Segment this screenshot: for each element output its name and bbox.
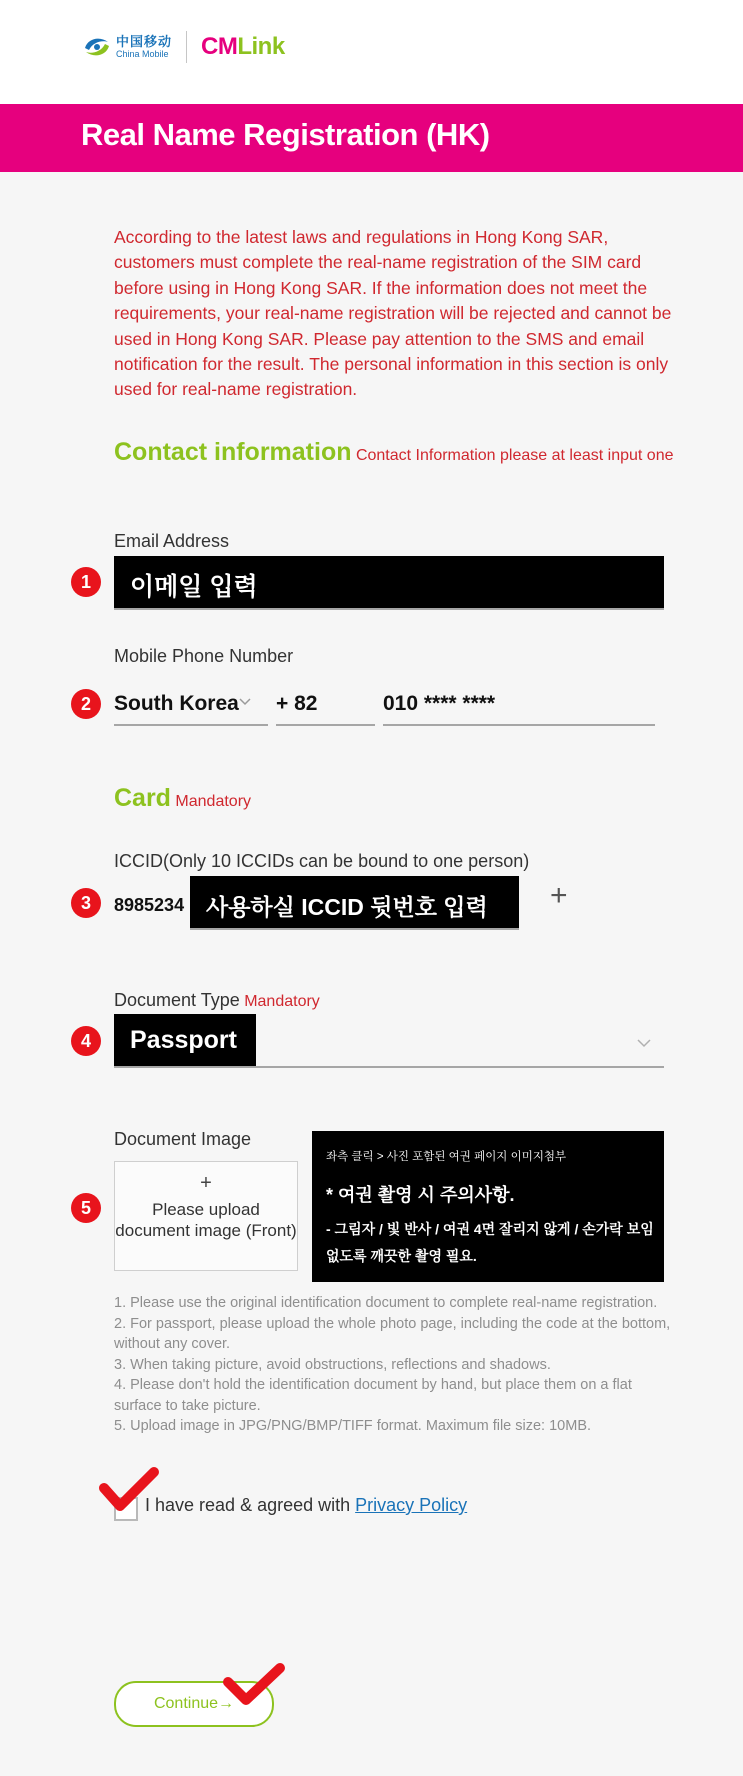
checkmark-icon: [222, 1660, 288, 1710]
logo-divider: [186, 31, 187, 63]
instruction-item: 5. Upload image in JPG/PNG/BMP/TIFF format. Maximum file size: 10MB.: [114, 1418, 592, 1434]
step-badge-3: 3: [71, 888, 101, 918]
country-value: South Korea: [114, 692, 239, 715]
card-title: Card: [114, 784, 171, 812]
instruction-item: 3. When taking picture, avoid obstructions, reflections and shadows.: [114, 1356, 551, 1373]
chevron-down-icon: [636, 1036, 652, 1050]
contact-title: Contact information: [114, 438, 352, 466]
privacy-policy-link[interactable]: Privacy Policy: [355, 1495, 468, 1515]
chevron-down-icon: [238, 694, 252, 708]
dial-code-field[interactable]: + 82: [276, 692, 318, 715]
iccid-value: 사용하실 ICCID 뒷번호 입력: [206, 894, 488, 920]
document-type-select[interactable]: [114, 1014, 664, 1066]
step-badge-1: 1: [71, 567, 101, 597]
phone-field[interactable]: 010 **** ****: [383, 692, 496, 715]
step-badge-5: 5: [71, 1193, 101, 1223]
instruction-item: 1. Please use the original identification document to complete real-name registration.: [114, 1295, 658, 1311]
continue-label: Continue: [153, 1695, 219, 1712]
iccid-prefix: 8985234: [114, 895, 185, 915]
cmlink-prefix: CM: [201, 33, 238, 60]
card-mandatory: Mandatory: [175, 793, 252, 810]
document-type-value: Passport: [130, 1026, 237, 1054]
agreement-text: [145, 1495, 467, 1516]
instruction-item: 2. For passport, please upload the whole photo page, including the code at the bottom, without any cover.: [114, 1315, 671, 1352]
phone-label: Mobile Phone Number: [114, 646, 294, 666]
step-badge-2: 2: [71, 689, 101, 719]
china-mobile-wordmark: [116, 35, 172, 59]
notice-text: According to the latest laws and regulations in Hong Kong SAR, customers must complete the real-name registration of the SIM card before using in Hong Kong SAR. If the information does not meet the requirements, your real-name registration will be rejected and cannot be used in Hong Kong SAR. Please pay attention to the SMS and email notification for the result. The personal information in this section is only used for real-name registration.: [114, 227, 672, 400]
document-type-highlight: [114, 1014, 256, 1066]
upload-instructions: [114, 1293, 674, 1437]
iccid-label: ICCID(Only 10 ICCIDs can be bound to one person): [114, 851, 530, 871]
cmlink-logo: [201, 33, 285, 61]
email-label: Email Address: [114, 531, 230, 551]
contact-heading: [114, 437, 684, 471]
email-underline: [114, 608, 664, 610]
tip-box: [312, 1131, 664, 1282]
phone-underline: [383, 724, 655, 726]
china-mobile-logo-icon: [82, 32, 112, 62]
tip-line-4: 없도록 깨끗한 촬영 필요.: [326, 1248, 477, 1264]
email-value: 이메일 입력: [130, 573, 258, 601]
brand-cn: 中国移动: [116, 34, 173, 49]
page-title: Real Name Registration (HK): [81, 117, 490, 152]
email-field[interactable]: [114, 556, 664, 608]
brand-en: China Mobile: [116, 49, 169, 59]
plus-icon: +: [200, 1172, 212, 1194]
cmlink-suffix: Link: [237, 33, 285, 60]
document-type-heading: [114, 990, 320, 1011]
upload-text: Please upload document image (Front): [115, 1200, 297, 1240]
agreement-label: I have read & agreed with: [145, 1495, 356, 1515]
tip-line-2: * 여권 촬영 시 주의사항.: [326, 1185, 515, 1205]
document-type-underline: [114, 1066, 664, 1068]
card-heading: [114, 784, 251, 813]
arrow-right-icon: →: [218, 1695, 235, 1712]
iccid-underline: [190, 928, 519, 930]
logo-area: [82, 28, 285, 66]
tip-line-3: - 그림자 / 빛 반사 / 여권 4면 잘리지 않게 / 손가락 보임: [326, 1221, 654, 1237]
upload-document-button[interactable]: [114, 1161, 298, 1271]
document-type-label: Document Type: [114, 990, 240, 1010]
document-type-mandatory: Mandatory: [244, 993, 320, 1010]
country-select[interactable]: [114, 692, 268, 724]
country-underline: [114, 724, 268, 726]
tip-line-1: 좌측 클릭 > 사진 포함된 여권 페이지 이미지첨부: [326, 1151, 567, 1163]
document-image-label: Document Image: [114, 1129, 252, 1149]
step-badge-4: 4: [71, 1026, 101, 1056]
instruction-item: 4. Please don't hold the identification document by hand, but place them on a flat surface to take picture.: [114, 1377, 632, 1414]
contact-note: Contact Information please at least input one: [355, 447, 674, 464]
add-iccid-button[interactable]: +: [550, 879, 568, 912]
dial-code-underline: [276, 724, 375, 726]
iccid-field[interactable]: [190, 876, 519, 928]
